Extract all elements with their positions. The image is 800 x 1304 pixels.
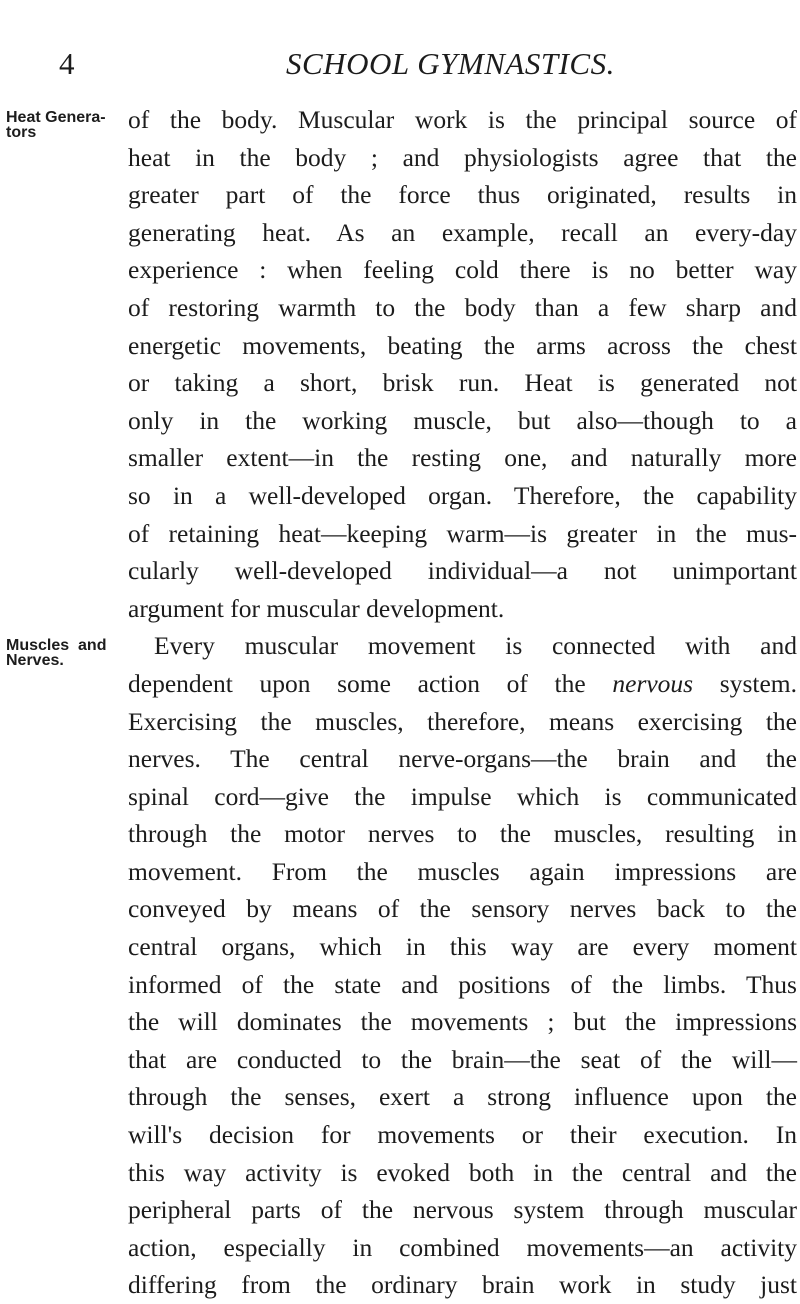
text-line: of retaining heat—keeping warm—is greater in the mus- — [128, 518, 797, 548]
text-line: informed of the state and positions of the limbs. Thus — [128, 969, 797, 999]
text-line: so in a well-developed organ. Therefore, the capability — [128, 480, 797, 510]
text-line: peripheral parts of the nervous system through muscular — [128, 1195, 797, 1225]
side-note-line: Muscles and — [6, 637, 107, 654]
text-line: only in the working muscle, but also—though to a — [128, 405, 797, 435]
text-line: experience : when feeling cold there is no better way — [128, 255, 797, 285]
text-line: Exercising the muscles, therefore, means exercising the — [128, 706, 797, 736]
text-fragment: dependent upon some action of the — [128, 668, 613, 698]
text-line: smaller extent—in the resting one, and naturally more — [128, 443, 797, 473]
text-line: differing from the ordinary brain work in study just — [128, 1270, 797, 1300]
text-line: conveyed by means of the sensory nerves back to the — [128, 894, 797, 924]
text-line: spinal cord—give the impulse which is communicated — [128, 781, 797, 811]
side-note-line: Nerves. — [6, 652, 64, 669]
text-line: generating heat. As an example, recall an every-day — [128, 217, 797, 247]
page-number: 4 — [59, 46, 75, 81]
text-line: that are conducted to the brain—the seat of the will— — [128, 1044, 797, 1074]
text-line: Every muscular movement is connected with and — [154, 631, 797, 661]
side-note-line: Heat Genera- — [6, 109, 106, 126]
side-note-heat-generators — [6, 110, 106, 140]
running-title: SCHOOL GYMNASTICS. — [286, 46, 615, 81]
side-note-muscles-and-nerves — [6, 638, 106, 668]
text-line: of the body. Muscular work is the principal source of — [128, 105, 797, 134]
side-note-line: tors — [6, 124, 37, 141]
text-line: movement. From the muscles again impressions are — [128, 856, 797, 886]
text-line: or taking a short, brisk run. Heat is generated not — [128, 368, 797, 398]
text-line: cularly well-developed individual—a not unimportant — [128, 556, 797, 586]
text-line: of restoring warmth to the body than a few sharp and — [128, 292, 797, 322]
text-fragment: system. — [693, 668, 797, 698]
text-line: action, especially in combined movements—an activity — [128, 1232, 797, 1262]
text-line: greater part of the force thus originated, results in — [128, 180, 797, 210]
text-line: central organs, which in this way are every moment — [128, 932, 797, 962]
text-line: through the senses, exert a strong influence upon the — [128, 1082, 797, 1112]
body-text — [128, 101, 797, 1304]
text-line: energetic movements, beating the arms across the chest — [128, 330, 797, 360]
text-line: argument for muscular development. — [128, 593, 505, 623]
emphasized-word: nervous — [612, 668, 694, 698]
text-line: the will dominates the movements ; but the impressions — [128, 1007, 797, 1037]
text-line: nerves. The central nerve-organs—the brain and the — [128, 744, 797, 774]
text-line: heat in the body ; and physiologists agree that the — [128, 142, 797, 172]
text-line: this way activity is evoked both in the central and the — [128, 1157, 797, 1187]
text-line — [128, 665, 797, 703]
text-line: through the motor nerves to the muscles, resulting in — [128, 819, 797, 849]
text-line: will's decision for movements or their execution. In — [128, 1120, 797, 1150]
